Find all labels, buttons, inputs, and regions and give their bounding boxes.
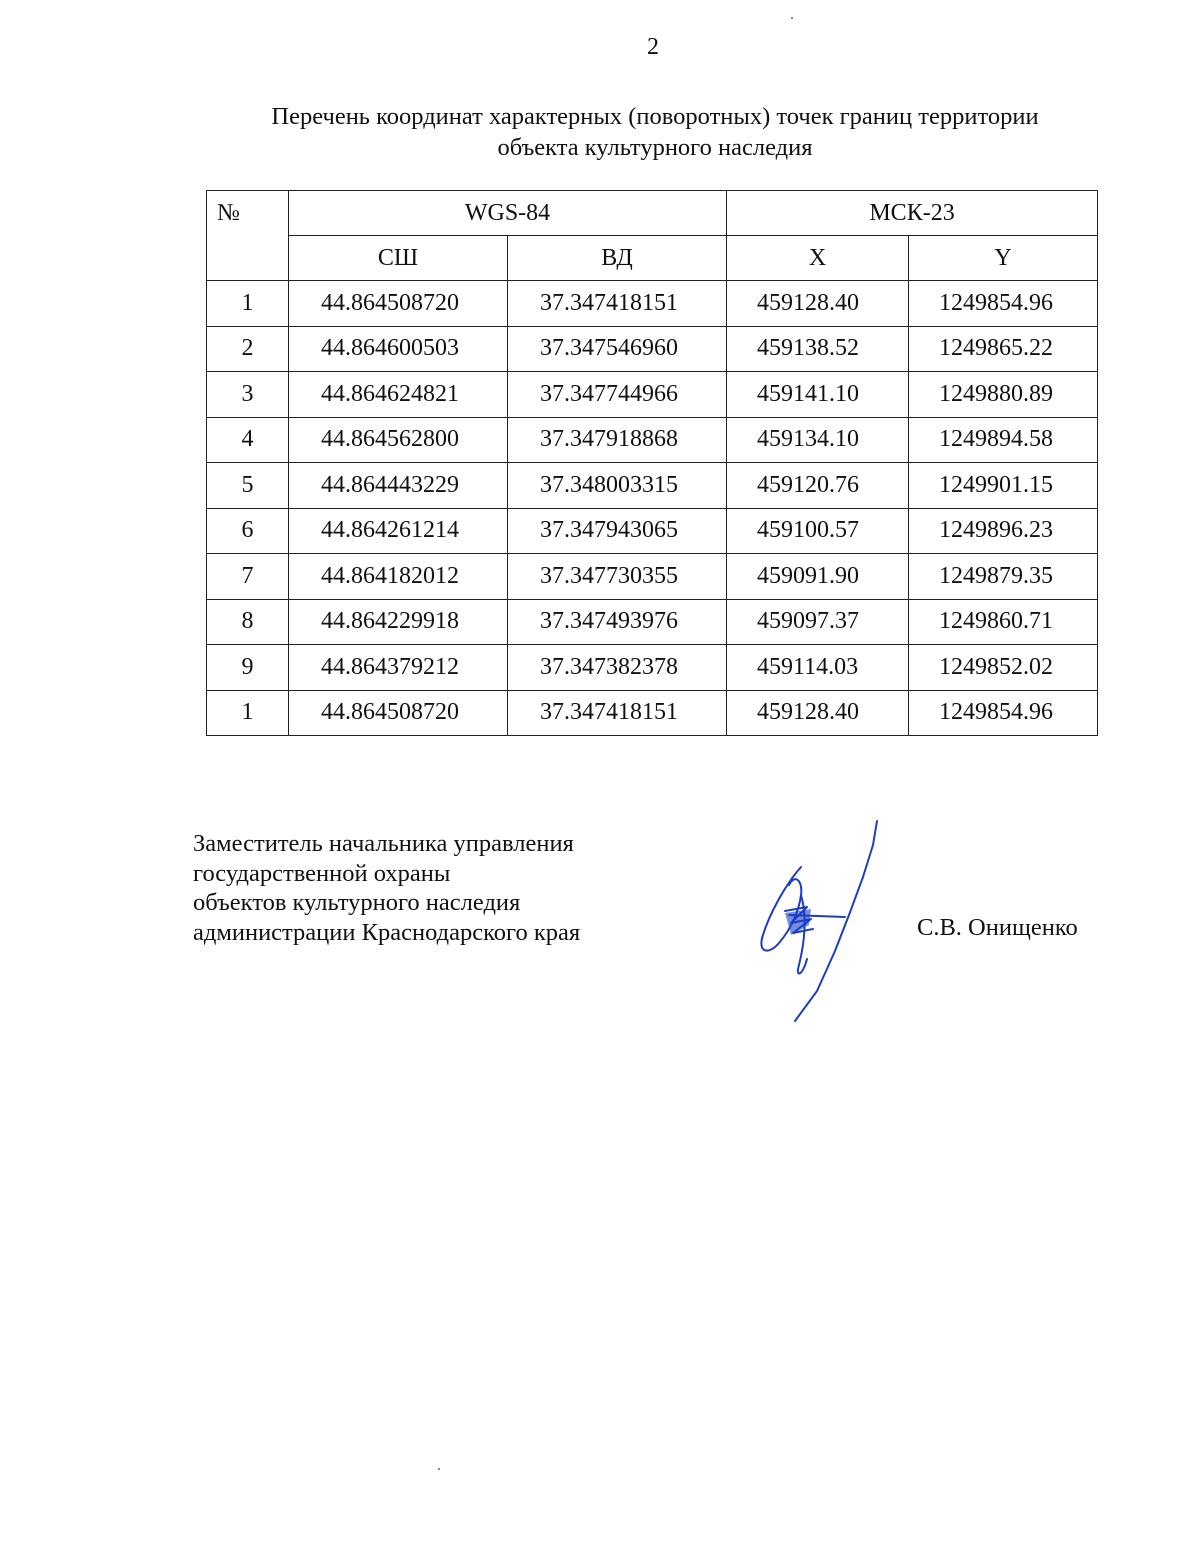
- header-y: Y: [909, 236, 1098, 281]
- cell-lon: 37.347418151: [508, 281, 727, 327]
- table-row: [207, 690, 1098, 736]
- cell-x: 459114.03: [727, 645, 909, 691]
- table-row: [207, 508, 1098, 554]
- cell-lat: 44.864443229: [289, 463, 508, 509]
- cell-lat: 44.864229918: [289, 599, 508, 645]
- cell-number: 7: [207, 554, 289, 600]
- table-row: [207, 281, 1098, 327]
- handwritten-signature: [755, 815, 885, 1030]
- cell-x: 459141.10: [727, 372, 909, 418]
- cell-lon: 37.348003315: [508, 463, 727, 509]
- scan-artifact: [438, 1468, 440, 1470]
- cell-lon: 37.347493976: [508, 599, 727, 645]
- signatory-position: [193, 829, 580, 947]
- cell-x: 459100.57: [727, 508, 909, 554]
- page-number: 2: [647, 34, 659, 60]
- cell-y: 1249901.15: [909, 463, 1098, 509]
- cell-y: 1249865.22: [909, 326, 1098, 372]
- cell-number: 1: [207, 690, 289, 736]
- cell-x: 459120.76: [727, 463, 909, 509]
- scan-artifact: [791, 17, 793, 19]
- header-wgs84: WGS-84: [289, 191, 727, 236]
- header-lon: ВД: [508, 236, 727, 281]
- cell-x: 459128.40: [727, 690, 909, 736]
- cell-y: 1249854.96: [909, 690, 1098, 736]
- cell-number: 9: [207, 645, 289, 691]
- title-line-1: Перечень координат характерных (поворотных) точек границ территории: [271, 103, 1039, 130]
- table-row: [207, 554, 1098, 600]
- title-line-2: объекта культурного наследия: [497, 134, 813, 161]
- cell-number: 8: [207, 599, 289, 645]
- table-row: [207, 645, 1098, 691]
- cell-lat: 44.864182012: [289, 554, 508, 600]
- cell-x: 459134.10: [727, 417, 909, 463]
- cell-lat: 44.864261214: [289, 508, 508, 554]
- header-msk23: МСК-23: [727, 191, 1098, 236]
- cell-lat: 44.864508720: [289, 690, 508, 736]
- coordinates-table: [206, 190, 1098, 736]
- document-title: [190, 101, 1120, 163]
- signer-name: С.В. Онищенко: [917, 914, 1078, 941]
- cell-y: 1249854.96: [909, 281, 1098, 327]
- cell-lat: 44.864508720: [289, 281, 508, 327]
- cell-lon: 37.347918868: [508, 417, 727, 463]
- cell-number: 3: [207, 372, 289, 418]
- cell-lon: 37.347730355: [508, 554, 727, 600]
- table-row: [207, 599, 1098, 645]
- cell-lon: 37.347418151: [508, 690, 727, 736]
- table-header-row-2: [207, 236, 1098, 281]
- cell-x: 459097.37: [727, 599, 909, 645]
- cell-lat: 44.864600503: [289, 326, 508, 372]
- cell-x: 459091.90: [727, 554, 909, 600]
- cell-number: 6: [207, 508, 289, 554]
- cell-lon: 37.347744966: [508, 372, 727, 418]
- table-row: [207, 463, 1098, 509]
- cell-y: 1249852.02: [909, 645, 1098, 691]
- cell-number: 5: [207, 463, 289, 509]
- table-row: [207, 372, 1098, 418]
- table-header-row-1: [207, 191, 1098, 236]
- cell-number: 1: [207, 281, 289, 327]
- cell-lon: 37.347546960: [508, 326, 727, 372]
- cell-x: 459128.40: [727, 281, 909, 327]
- signatory-line-1: Заместитель начальника управления: [193, 830, 574, 857]
- signatory-line-4: администрации Краснодарского края: [193, 918, 581, 946]
- cell-lat: 44.864379212: [289, 645, 508, 691]
- cell-y: 1249880.89: [909, 372, 1098, 418]
- table-row: [207, 326, 1098, 372]
- cell-number: 2: [207, 326, 289, 372]
- header-number: №: [207, 191, 289, 281]
- signatory-line-2: государственной охраны: [193, 859, 451, 887]
- signatory-line-3: объектов культурного наследия: [193, 889, 521, 916]
- header-lat: СШ: [289, 236, 508, 281]
- cell-y: 1249894.58: [909, 417, 1098, 463]
- cell-y: 1249896.23: [909, 508, 1098, 554]
- cell-y: 1249879.35: [909, 554, 1098, 600]
- cell-lat: 44.864624821: [289, 372, 508, 418]
- cell-y: 1249860.71: [909, 599, 1098, 645]
- cell-number: 4: [207, 417, 289, 463]
- cell-lon: 37.347943065: [508, 508, 727, 554]
- table-row: [207, 417, 1098, 463]
- table-body: [207, 281, 1098, 736]
- cell-lat: 44.864562800: [289, 417, 508, 463]
- cell-x: 459138.52: [727, 326, 909, 372]
- cell-lon: 37.347382378: [508, 645, 727, 691]
- header-x: X: [727, 236, 909, 281]
